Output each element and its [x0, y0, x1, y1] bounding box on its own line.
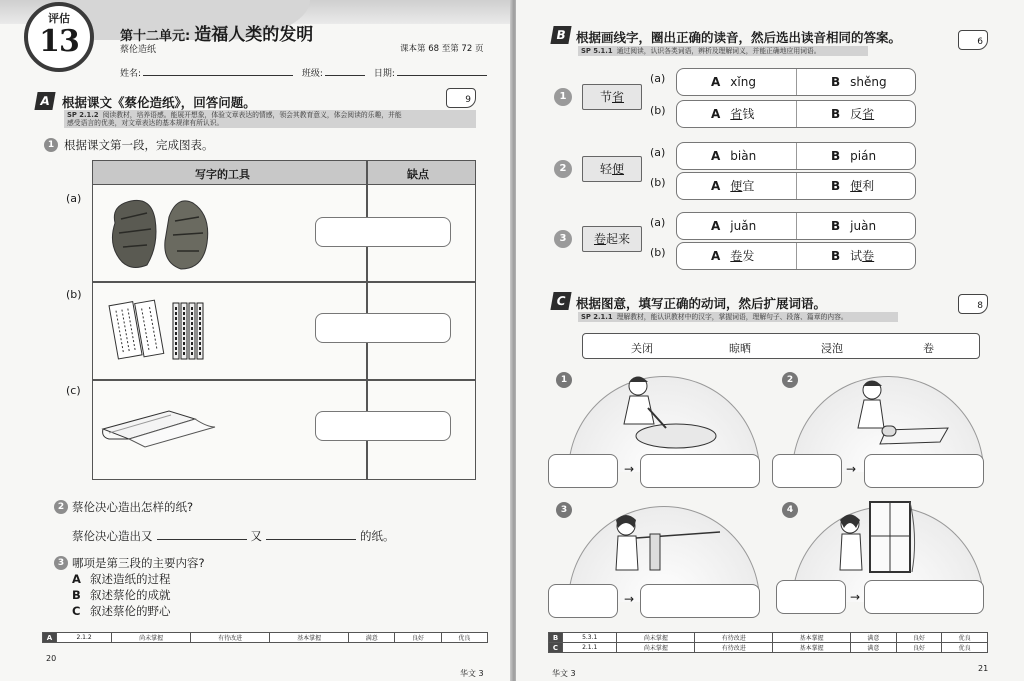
section-c-score: 8	[958, 294, 988, 314]
wu: 卷	[862, 249, 875, 263]
q1-text: 根据课文第一段，完成图表。	[64, 138, 214, 152]
option-text: 叙述蔡伦的野心	[90, 604, 171, 618]
b-item-1-word-choice[interactable]	[676, 100, 916, 128]
lesson-subtitle: 蔡伦造纸	[120, 45, 157, 55]
option-a[interactable]	[677, 243, 796, 269]
arrow-icon: →	[624, 462, 635, 476]
page-number-right: 21	[978, 664, 989, 673]
section-b-score: 6	[958, 30, 988, 50]
rubric-level[interactable]: 尚未掌握	[112, 633, 191, 643]
section-c-title: 根据图意，填写正确的动词，然后扩展词语。	[576, 296, 827, 311]
unit-name: 造福人类的发明	[194, 25, 314, 45]
option-b[interactable]	[796, 69, 915, 95]
q1-number: 1	[44, 138, 58, 152]
b-item-1-pinyin-choice[interactable]	[676, 68, 916, 96]
w: 钱	[742, 107, 755, 121]
sub-a-label: (a)	[650, 146, 666, 159]
sp-code: SP 2.1.2	[67, 111, 99, 119]
word-underlined: 省	[612, 90, 625, 104]
boy-rolling-image	[830, 376, 960, 456]
rubric-code: 5.3.1	[563, 633, 617, 643]
section-c-letter: C	[550, 292, 571, 310]
row-divider	[93, 379, 475, 381]
q2-number: 2	[54, 500, 68, 514]
picture-1-phrase-box[interactable]	[640, 454, 760, 488]
date-field[interactable]	[397, 67, 487, 76]
option-text: 叙述蔡伦的成就	[90, 588, 171, 602]
q2-blank-1[interactable]	[157, 530, 247, 540]
q3-option-b[interactable]	[72, 587, 171, 603]
key: B	[831, 107, 841, 121]
w: 试	[850, 249, 863, 263]
arrow-icon: →	[850, 590, 861, 604]
rubric-level[interactable]: 良好	[896, 633, 942, 643]
sub-b-label: (b)	[650, 104, 666, 117]
rubric-level[interactable]: 有待改进	[191, 633, 270, 643]
verb-word-bank	[582, 333, 980, 359]
section-b-standard	[578, 46, 868, 56]
picture-3-verb-box[interactable]	[548, 584, 618, 618]
q2-text: 蔡伦决心造出怎样的纸?	[72, 500, 194, 514]
rubric-level[interactable]: 尚未掌握	[617, 633, 695, 643]
badge-number: 13	[39, 24, 79, 59]
word-bank-item: 卷	[923, 342, 934, 355]
q3-option-c[interactable]	[72, 603, 171, 619]
bamboo-slips-image	[107, 297, 217, 363]
section-c-standard	[578, 312, 898, 322]
rubric-level[interactable]: 基本掌握	[773, 643, 851, 653]
pinyin: juǎn	[730, 219, 757, 233]
wu: 卷	[730, 249, 743, 263]
rubric-level[interactable]: 优良	[441, 633, 487, 643]
b-item-3-word-choice[interactable]	[676, 242, 916, 270]
row-label-c: (c)	[66, 384, 81, 397]
wu: 便	[850, 179, 863, 193]
option-key: B	[72, 588, 81, 602]
answer-box-b[interactable]	[315, 313, 451, 343]
key: B	[831, 149, 841, 163]
wu: 省	[730, 107, 743, 121]
section-a-score: 9	[446, 88, 476, 108]
rubric-bc	[548, 632, 988, 653]
section-b-letter: B	[550, 26, 571, 44]
picture-2-phrase-box[interactable]	[864, 454, 984, 488]
writing-tools-table	[92, 160, 476, 480]
name-field[interactable]	[143, 67, 293, 76]
key: B	[831, 75, 841, 89]
section-a-letter: A	[34, 92, 55, 110]
student-info-line	[120, 66, 493, 79]
answer-box-a[interactable]	[315, 217, 451, 247]
rubric-level[interactable]: 基本掌握	[270, 633, 349, 643]
picture-1-verb-box[interactable]	[548, 454, 618, 488]
option-b[interactable]	[796, 173, 915, 199]
word-bank-item: 关闭	[631, 342, 653, 355]
row-label-a: (a)	[66, 192, 82, 205]
b-item-2-number: 2	[554, 160, 572, 178]
section-b-title: 根据画线字，圈出正确的读音，然后选出读音相同的答案。	[576, 30, 902, 45]
q3-text: 哪项是第三段的主要内容?	[72, 556, 205, 570]
rubric-level[interactable]: 满意	[851, 633, 897, 643]
b-item-2-pinyin-choice[interactable]	[676, 142, 916, 170]
sp-text: 通过阅读，认识各类词语，辨析及理解词义，并能正确地应用词语。	[616, 47, 821, 55]
row-label-b: (b)	[66, 288, 82, 301]
key: A	[711, 219, 721, 233]
pinyin: juàn	[850, 219, 877, 233]
sub-a-label: (a)	[650, 72, 666, 85]
word-pre: 节	[599, 90, 612, 104]
sub-a-label: (a)	[650, 216, 666, 229]
key: A	[711, 149, 721, 163]
sp-text: 理解教材，能认识教材中的汉字，掌握词语，理解句子、段落、篇章的内容。	[616, 313, 848, 321]
rubric-level[interactable]: 满意	[349, 633, 395, 643]
sp-code: SP 2.1.1	[581, 313, 613, 321]
arrow-icon: →	[846, 462, 857, 476]
badge-label: 评估	[48, 12, 70, 25]
rubric-level[interactable]: 基本掌握	[773, 633, 851, 643]
picture-1-number: 1	[556, 372, 572, 388]
rubric-label: C	[549, 643, 563, 653]
rubric-level[interactable]: 尚未掌握	[617, 643, 695, 653]
answer-box-c[interactable]	[315, 411, 451, 441]
rubric-level[interactable]: 有待改进	[695, 643, 773, 653]
key: A	[711, 107, 721, 121]
option-key: C	[72, 604, 81, 618]
section-a-title: 根据课文《蔡伦造纸》，回答问题。	[62, 95, 256, 110]
picture-2-number: 2	[782, 372, 798, 388]
name-label: 姓名:	[120, 69, 142, 79]
option-a[interactable]	[677, 101, 796, 127]
b-item-3-number: 3	[554, 230, 572, 248]
word-post: 起来	[606, 232, 631, 246]
girl-hanging-clothes-image	[596, 508, 726, 588]
key: B	[831, 219, 841, 233]
pinyin: pián	[850, 149, 877, 163]
key: A	[711, 75, 721, 89]
option-a[interactable]	[677, 173, 796, 199]
arrow-icon: →	[624, 592, 635, 606]
b-item-1-word	[582, 84, 642, 110]
pinyin: shěng	[850, 75, 887, 89]
rubric-code: 2.1.2	[57, 633, 112, 643]
section-a-standard	[64, 110, 476, 128]
class-label: 班级:	[301, 69, 323, 79]
rubric-level[interactable]: 有待改进	[695, 633, 773, 643]
option-a[interactable]	[677, 143, 796, 169]
key: A	[711, 249, 721, 263]
rubric-label: B	[549, 633, 563, 643]
q3-option-a[interactable]	[72, 571, 171, 587]
rubric-level[interactable]: 满意	[851, 643, 897, 653]
w: 发	[742, 249, 755, 263]
sp-text-2: 感受语言的优美，对文章表达的基本规律有所认识。	[67, 119, 224, 127]
rubric-a	[42, 632, 488, 643]
key: A	[711, 179, 721, 193]
q2-blank-2[interactable]	[266, 530, 356, 540]
q2-prefix: 蔡伦决心造出又	[72, 529, 153, 543]
word-bank-item: 晾晒	[729, 342, 751, 355]
option-b[interactable]	[796, 243, 915, 269]
picture-4-phrase-box[interactable]	[864, 580, 984, 614]
picture-4-verb-box[interactable]	[776, 580, 846, 614]
sp-text: 阅读教材，培养语感。能展开想象，体验文章表达的情感，领会其教育意义，体会阅读的乐趣，并能	[102, 111, 402, 119]
sp-code: SP 5.1.1	[581, 47, 613, 55]
date-label: 日期:	[373, 69, 395, 79]
q3-number: 3	[54, 556, 68, 570]
unit-label: 第十二单元:	[120, 29, 191, 44]
picture-3-phrase-box[interactable]	[640, 584, 760, 618]
table-header	[93, 161, 475, 185]
page-number-left: 20	[46, 654, 57, 663]
option-a[interactable]	[677, 69, 796, 95]
b-item-3-word	[582, 226, 642, 252]
footer-left: 华文 3	[460, 669, 484, 678]
class-field[interactable]	[325, 67, 365, 76]
col-tools: 写字的工具	[195, 168, 250, 181]
pinyin: biàn	[730, 149, 757, 163]
option-b[interactable]	[796, 143, 915, 169]
word-underlined: 便	[612, 162, 625, 176]
q2-mid: 又	[250, 529, 262, 543]
assessment-badge	[24, 2, 94, 72]
b-item-3-pinyin-choice[interactable]	[676, 212, 916, 240]
wu: 便	[730, 179, 743, 193]
row-divider	[93, 281, 475, 283]
b-item-2-word	[582, 156, 642, 182]
q2-suffix: 的纸。	[360, 529, 395, 543]
option-b[interactable]	[796, 101, 915, 127]
shell-bone-image	[107, 193, 217, 275]
sub-b-label: (b)	[650, 246, 666, 259]
b-item-2-word-choice[interactable]	[676, 172, 916, 200]
option-key: A	[72, 572, 81, 586]
w: 反	[850, 107, 863, 121]
girl-soaking-image	[600, 374, 720, 454]
option-text: 叙述造纸的过程	[90, 572, 171, 586]
textbook-pages: 课本第 68 至第 72 页	[400, 44, 484, 54]
option-b[interactable]	[796, 213, 915, 239]
key: B	[831, 249, 841, 263]
pinyin: xǐng	[730, 75, 756, 89]
q2-answer-line	[72, 528, 395, 544]
silk-cloth-image	[99, 397, 219, 457]
w: 利	[862, 179, 875, 193]
w: 宜	[742, 179, 755, 193]
picture-2-verb-box[interactable]	[772, 454, 842, 488]
key: B	[831, 179, 841, 193]
b-item-1-number: 1	[554, 88, 572, 106]
rubric-level[interactable]: 优良	[942, 643, 988, 653]
word-bank-item: 浸泡	[821, 342, 843, 355]
footer-right: 华文 3	[552, 669, 576, 678]
picture-4-number: 4	[782, 502, 798, 518]
rubric-label: A	[43, 633, 57, 643]
rubric-level[interactable]: 优良	[942, 633, 988, 643]
col-drawbacks: 缺点	[407, 168, 429, 181]
option-a[interactable]	[677, 213, 796, 239]
girl-closing-window-image	[820, 498, 940, 586]
word-pre: 轻	[599, 162, 612, 176]
picture-3-number: 3	[556, 502, 572, 518]
rubric-level[interactable]: 良好	[896, 643, 942, 653]
rubric-level[interactable]: 良好	[395, 633, 441, 643]
wu: 省	[862, 107, 875, 121]
sub-b-label: (b)	[650, 176, 666, 189]
word-underlined: 卷	[593, 232, 606, 246]
rubric-code: 2.1.1	[563, 643, 617, 653]
